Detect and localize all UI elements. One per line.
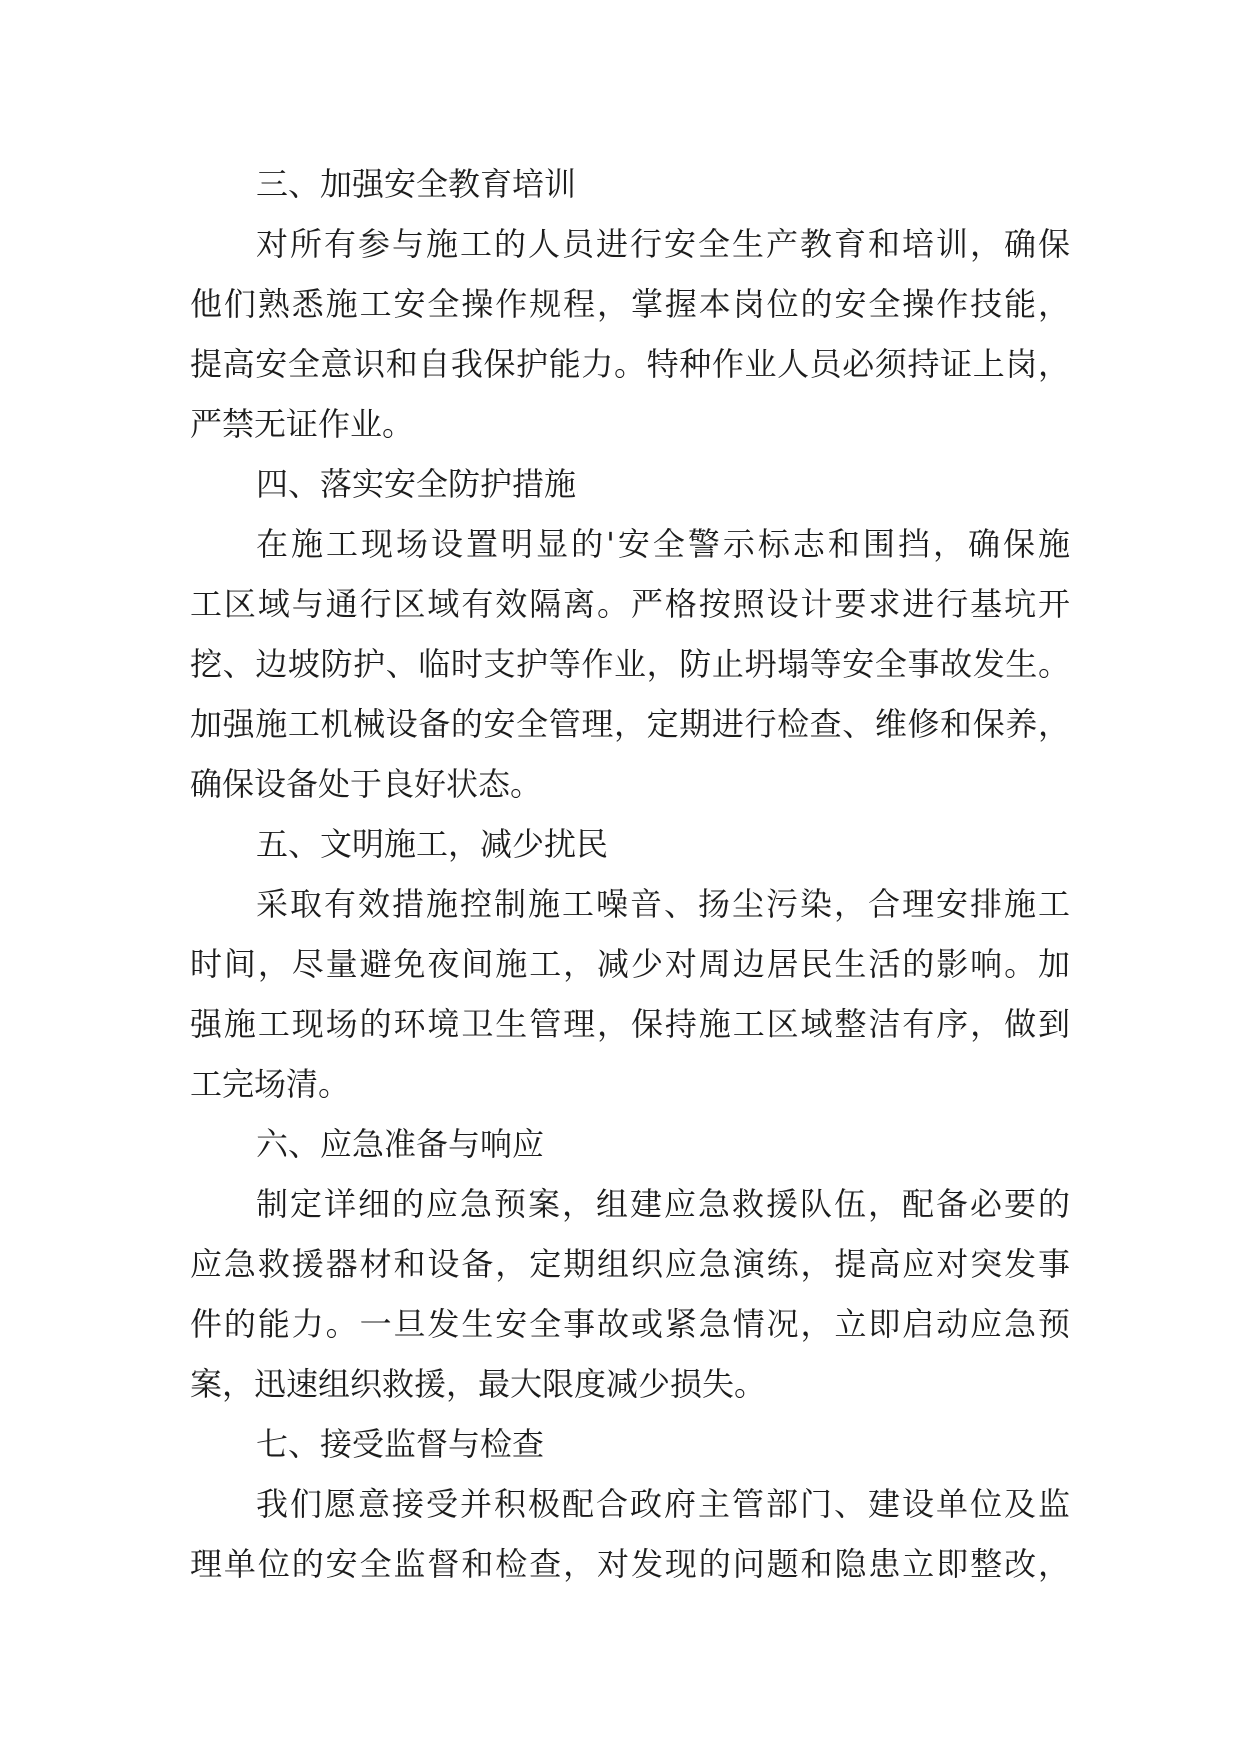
section-heading: 三、加强安全教育培训 (256, 165, 577, 203)
paragraph-line: 案，迅速组织救援，最大限度减少损失。 (190, 1365, 767, 1403)
paragraph-line: 制定详细的应急预案，组建应急救援队伍，配备必要的 (256, 1185, 1070, 1223)
paragraph-line: 时间，尽量避免夜间施工，减少对周边居民生活的影响。加 (190, 945, 1070, 983)
section-heading: 七、接受监督与检查 (256, 1425, 545, 1463)
paragraph-line: 对所有参与施工的人员进行安全生产教育和培训，确保 (256, 225, 1070, 263)
paragraph-line: 挖、边坡防护、临时支护等作业，防止坍塌等安全事故发生。 (190, 645, 1070, 683)
paragraph-line: 理单位的安全监督和检查，对发现的问题和隐患立即整改， (190, 1545, 1070, 1583)
paragraph-line: 加强施工机械设备的安全管理，定期进行检查、维修和保养， (190, 705, 1070, 743)
section-heading: 四、落实安全防护措施 (256, 465, 577, 503)
paragraph-line: 在施工现场设置明显的'安全警示标志和围挡，确保施 (256, 525, 1070, 563)
paragraph-line: 强施工现场的环境卫生管理，保持施工区域整洁有序，做到 (190, 1005, 1070, 1043)
paragraph-line: 他们熟悉施工安全操作规程，掌握本岗位的安全操作技能， (190, 285, 1070, 323)
paragraph-line: 严禁无证作业。 (190, 405, 415, 443)
section-heading: 五、文明施工，减少扰民 (256, 825, 609, 863)
paragraph-line: 我们愿意接受并积极配合政府主管部门、建设单位及监 (256, 1485, 1070, 1523)
paragraph-line: 提高安全意识和自我保护能力。特种作业人员必须持证上岗， (190, 345, 1070, 383)
paragraph-line: 件的能力。一旦发生安全事故或紧急情况，立即启动应急预 (190, 1305, 1070, 1343)
paragraph-line: 工完场清。 (190, 1065, 351, 1103)
paragraph-line: 工区域与通行区域有效隔离。严格按照设计要求进行基坑开 (190, 585, 1070, 623)
paragraph-line: 应急救援器材和设备，定期组织应急演练，提高应对突发事 (190, 1245, 1070, 1283)
paragraph-line: 采取有效措施控制施工噪音、扬尘污染，合理安排施工 (256, 885, 1070, 923)
document-body (190, 154, 1070, 1594)
section-heading: 六、应急准备与响应 (256, 1125, 545, 1163)
paragraph-line: 确保设备处于良好状态。 (190, 765, 543, 803)
